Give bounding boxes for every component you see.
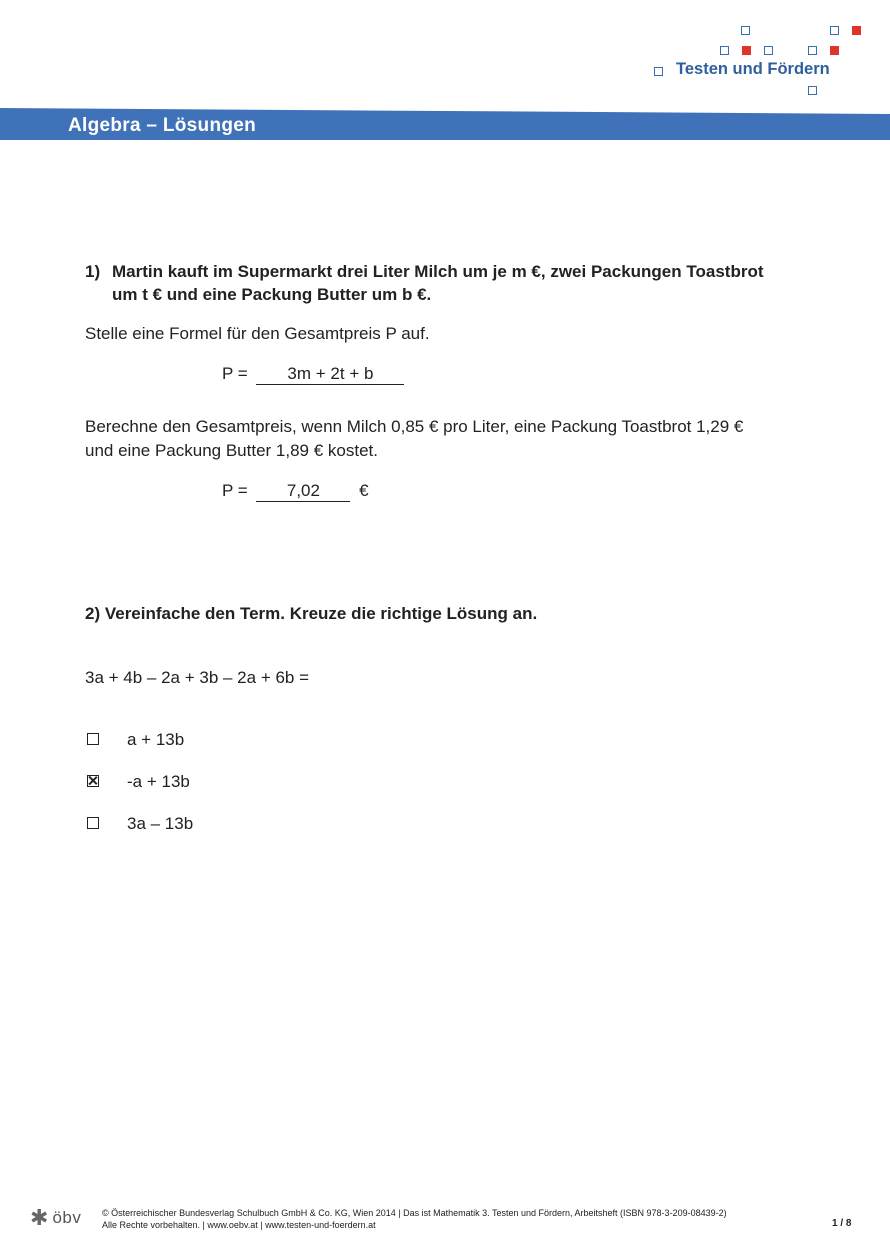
option-checkbox-2-checked[interactable] (87, 775, 99, 787)
task1-prompt2-line2: und eine Packung Butter 1,89 € kostet. (85, 441, 378, 460)
option-label-1: a + 13b (127, 730, 185, 749)
task1-prompt1: Stelle eine Formel für den Gesamtpreis P auf. (85, 324, 430, 343)
asterisk-icon: ✱ (30, 1205, 49, 1230)
publisher-logo-text: öbv (52, 1208, 82, 1227)
logo-square (830, 46, 839, 55)
footer-copyright: © Österreichischer Bundesverlag Schulbuch GmbH & Co. KG, Wien 2014 | Das ist Mathematik 3. Testen und Fördern, Arbeitsheft (ISBN 978-3-209-08439-2) (102, 1208, 727, 1218)
logo-square (720, 46, 729, 55)
brand-name: Testen und Fördern (676, 60, 830, 78)
task1-heading-line1: Martin kauft im Supermarkt drei Liter Milch um je m €, zwei Packungen Toastbrot (112, 262, 764, 281)
logo-square (764, 46, 773, 55)
logo-square (654, 67, 663, 76)
task1-heading-line2: um t € und eine Packung Butter um b €. (112, 285, 432, 304)
task1-number: 1) (85, 262, 101, 281)
formula-answer: 3m + 2t + b (256, 364, 404, 385)
logo-square (741, 26, 750, 35)
price-label: P = (222, 481, 248, 500)
price-unit: € (359, 481, 369, 500)
formula-label: P = (222, 364, 248, 383)
page-title: Algebra – Lösungen (68, 115, 257, 136)
price-row (222, 481, 369, 502)
logo-square (830, 26, 839, 35)
footer-links: Alle Rechte vorbehalten. | www.oebv.at | www.testen-und-foerdern.at (102, 1220, 376, 1230)
price-answer: 7,02 (256, 481, 350, 502)
task1-prompt2-line1: Berechne den Gesamtpreis, wenn Milch 0,85 € pro Liter, eine Packung Toastbrot 1,29 € (85, 417, 744, 436)
logo-square (852, 26, 861, 35)
logo-square (742, 46, 751, 55)
option-checkbox-1[interactable] (87, 733, 99, 745)
option-label-3: 3a – 13b (127, 814, 194, 833)
publisher-logo (30, 1205, 82, 1230)
logo-square (808, 46, 817, 55)
page-number: 1 / 8 (832, 1218, 852, 1229)
task2-term: 3a + 4b – 2a + 3b – 2a + 6b = (85, 668, 310, 687)
task2-heading: 2) Vereinfache den Term. Kreuze die richtige Lösung an. (85, 604, 538, 623)
option-label-2: -a + 13b (127, 772, 190, 791)
option-checkbox-3[interactable] (87, 817, 99, 829)
formula-row (222, 364, 404, 385)
logo-square (808, 86, 817, 95)
